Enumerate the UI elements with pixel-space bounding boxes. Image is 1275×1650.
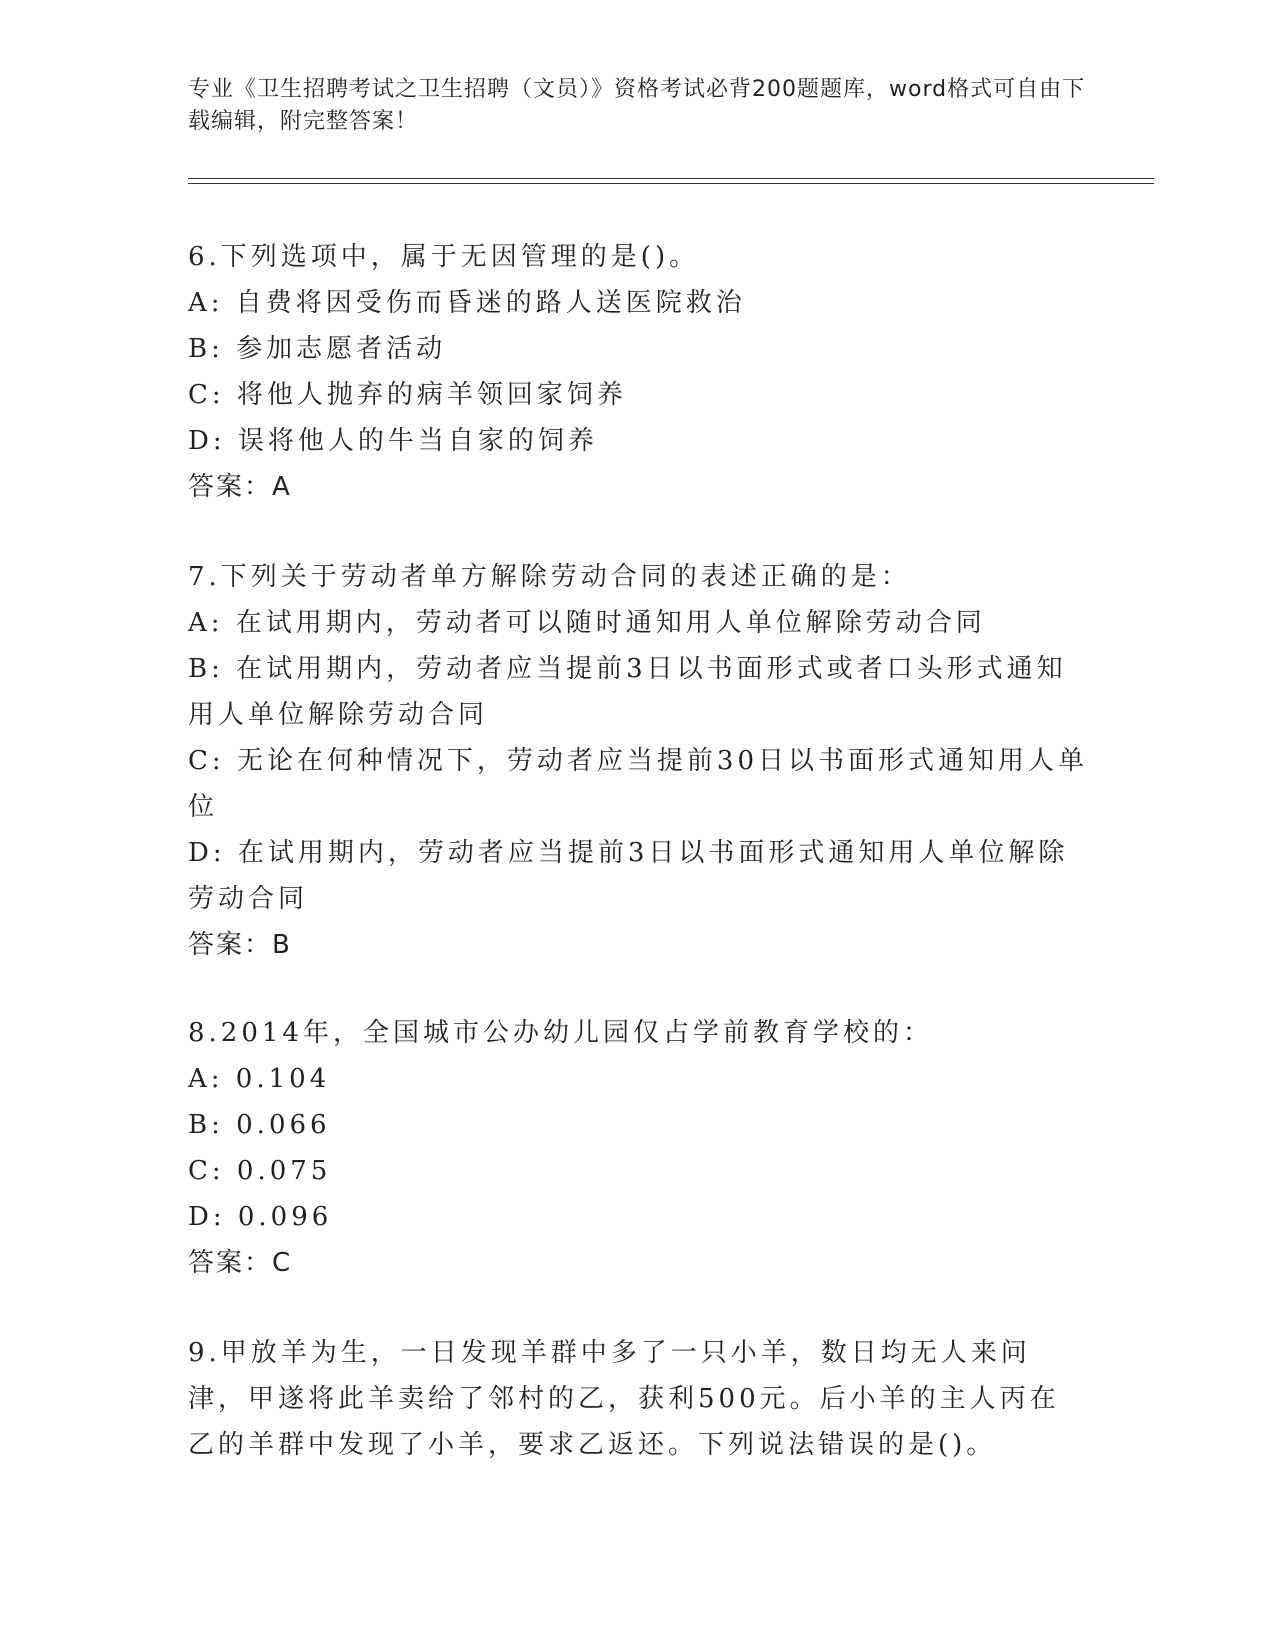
option-b: B: 参加志愿者活动: [188, 334, 447, 364]
option-a: A: 在试用期内，劳动者可以随时通知用人单位解除劳动合同: [188, 608, 986, 638]
answer-label: 答案：: [188, 930, 273, 960]
answer-line: [188, 922, 1088, 968]
document-title: 专业《卫生招聘考试之卫生招聘（文员）》资格考试必背200题题库，word格式可自由下载编辑，附完整答案！: [188, 77, 1086, 134]
answer-value: C: [272, 1248, 292, 1278]
question-text: 6.下列选项中，属于无因管理的是()。: [188, 242, 700, 272]
answer-label: 答案：: [188, 472, 273, 502]
option-b: B: 0.066: [188, 1110, 331, 1140]
option-d: D: 在试用期内，劳动者应当提前3日以书面形式通知用人单位解除劳动合同: [188, 838, 1069, 914]
option-c: C: 0.075: [188, 1156, 332, 1186]
header-divider-bottom: [188, 183, 1154, 184]
answer-value: B: [272, 930, 291, 960]
option-d: D: 误将他人的牛当自家的饲养: [188, 426, 598, 456]
option-c: C: 将他人抛弃的病羊领回家饲养: [188, 380, 627, 410]
question-7: [188, 554, 1088, 968]
document-header: [188, 74, 1088, 138]
option-a: A: 自费将因受伤而昏迷的路人送医院救治: [188, 288, 746, 318]
option-b: B: 在试用期内，劳动者应当提前3日以书面形式或者口头形式通知用人单位解除劳动合同: [188, 654, 1067, 730]
question-text: 8.2014年，全国城市公办幼儿园仅占学前教育学校的：: [188, 1018, 933, 1048]
answer-line: [188, 464, 1088, 510]
answer-value: A: [272, 472, 291, 502]
question-text: 9.甲放羊为生，一日发现羊群中多了一只小羊，数日均无人来问津，甲遂将此羊卖给了邻村的乙，获利500元。后小羊的主人丙在乙的羊群中发现了小羊，要求乙返还。下列说法错误的是()。: [188, 1338, 1060, 1460]
option-a: A: 0.104: [188, 1064, 331, 1094]
option-c: C: 无论在何种情况下，劳动者应当提前30日以书面形式通知用人单位: [188, 746, 1089, 822]
question-9: [188, 1330, 1088, 1468]
answer-label: 答案：: [188, 1248, 273, 1278]
question-text: 7.下列关于劳动者单方解除劳动合同的表述正确的是：: [188, 562, 911, 592]
header-divider-top: [188, 178, 1154, 179]
answer-line: [188, 1240, 1088, 1286]
option-d: D: 0.096: [188, 1202, 333, 1232]
question-8: [188, 1010, 1088, 1286]
question-6: [188, 234, 1088, 510]
